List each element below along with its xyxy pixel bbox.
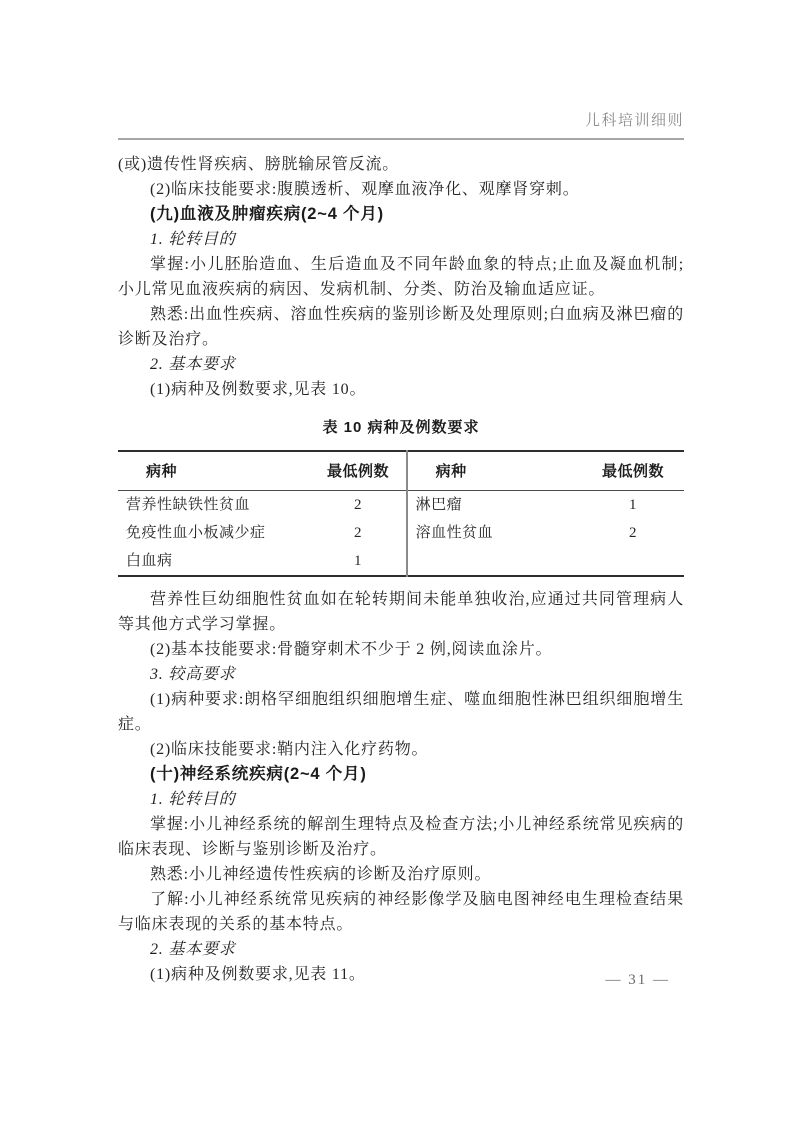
section-heading: (九)血液及肿瘤疾病(2~4 个月) (150, 205, 384, 223)
disease-cell: 营养性缺铁性贫血 (126, 497, 251, 513)
min-count-cell: 2 (354, 525, 363, 541)
subsection-heading: 3. 较高要求 (150, 666, 236, 683)
paragraph: 熟悉:出血性疾病、溶血性疾病的鉴别诊断及处理原则;白血病及淋巴瘤的诊断及治疗。 (118, 306, 684, 348)
page-number: — 31 — (605, 972, 670, 988)
paragraph: 掌握:小儿神经系统的解剖生理特点及检查方法;小儿神经系统常见疾病的临床表现、诊断与鉴别诊断及治疗。 (118, 816, 684, 858)
paragraph: 了解:小儿神经系统常见疾病的神经影像学及脑电图神经电生理检查结果与临床表现的关系的基本特点。 (118, 891, 684, 933)
table-caption: 表 10 病种及例数要求 (322, 419, 480, 436)
disease-cell (407, 547, 582, 576)
paragraph: (2)基本技能要求:骨髓穿刺术不少于 2 例,阅读血涂片。 (150, 641, 553, 658)
table-row (118, 491, 684, 520)
paragraph: (2)临床技能要求:鞘内注入化疗药物。 (150, 741, 429, 758)
paragraph: 营养性巨幼细胞性贫血如在轮转期间未能单独收治,应通过共同管理病人等其他方式学习掌握。 (118, 591, 684, 633)
paragraph: (1)病种要求:朗格罕细胞组织细胞增生症、噬血细胞性淋巴组织细胞增生症。 (118, 691, 684, 733)
paragraph: 掌握:小儿胚胎造血、生后造血及不同年龄血象的特点;止血及凝血机制;小儿常见血液疾病的病因、发病机制、分类、防治及输血适应证。 (118, 256, 684, 298)
min-count-cell (582, 547, 684, 576)
document-body (118, 140, 684, 987)
table-header-cell: 最低例数 (310, 451, 406, 491)
running-head-title: 儿科培训细则 (584, 113, 684, 129)
table-header-cell: 最低例数 (582, 451, 684, 491)
paragraph: (或)遗传性肾疾病、膀胱输尿管反流。 (118, 156, 400, 173)
min-count-cell: 2 (354, 497, 363, 513)
min-count-cell: 2 (629, 525, 638, 541)
section-heading: (十)神经系统疾病(2~4 个月) (150, 765, 367, 783)
page-header (118, 112, 684, 140)
subsection-heading: 1. 轮转目的 (150, 231, 236, 248)
disease-cell: 白血病 (126, 553, 173, 569)
subsection-heading: 2. 基本要求 (150, 356, 236, 373)
disease-cell: 淋巴瘤 (407, 491, 582, 520)
paragraph: 熟悉:小儿神经遗传性疾病的诊断及治疗原则。 (150, 866, 492, 883)
disease-count-table (118, 450, 684, 577)
subsection-heading: 1. 轮转目的 (150, 791, 236, 808)
paragraph: (1)病种及例数要求,见表 10。 (150, 381, 367, 398)
disease-table-block (118, 415, 684, 577)
disease-cell: 溶血性贫血 (407, 519, 582, 547)
paragraph: (2)临床技能要求:腹膜透析、观摩血液净化、观摩肾穿刺。 (150, 181, 580, 198)
table-row (118, 547, 684, 576)
paragraph: (1)病种及例数要求,见表 11。 (150, 966, 366, 983)
disease-cell: 免疫性血小板减少症 (126, 525, 266, 541)
subsection-heading: 2. 基本要求 (150, 941, 236, 958)
min-count-cell: 1 (629, 497, 638, 513)
page-footer (606, 972, 671, 989)
table-header-cell: 病种 (407, 451, 582, 491)
min-count-cell: 1 (354, 553, 363, 569)
table-header-cell: 病种 (118, 451, 310, 491)
table-header-row (118, 451, 684, 491)
table-row (118, 519, 684, 547)
content-area (118, 112, 684, 987)
